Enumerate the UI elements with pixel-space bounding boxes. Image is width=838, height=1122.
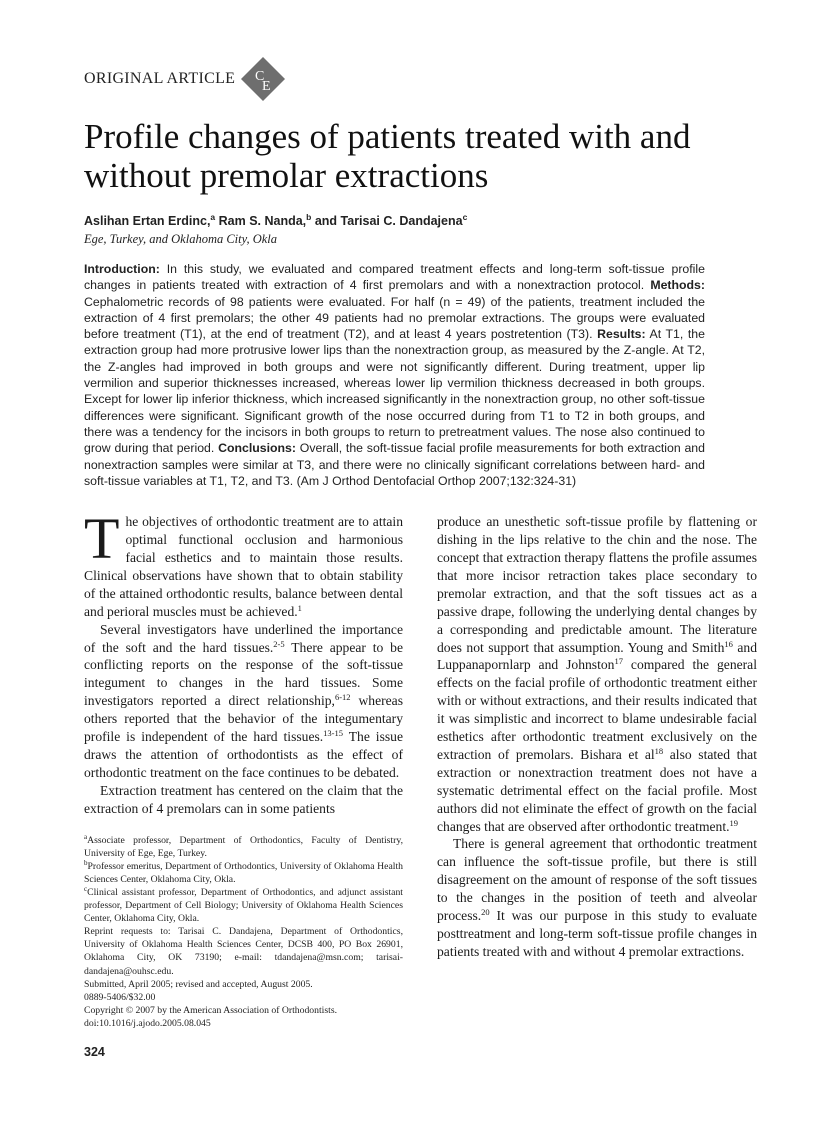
citation-superscript: 18 (654, 745, 664, 756)
text-run: compared the general effects on the facial profile of orthodontic treatment either with or without extractions, and their results indicated that it was simplistic and incorrect to blame undesirable facial esthetics after orthodontic treatment exclusively on the extraction of premolars. Bishara et al (437, 657, 757, 762)
paragraph-text (84, 506, 403, 619)
text-run: Professor emeritus, Department of Orthodontics, University of Oklahoma Health Sciences Center, Oklahoma City, Okla. (84, 860, 403, 885)
footnote-doi (84, 1017, 403, 1030)
text-run: It was our purpose in this study to evaluate posttreatment and long-term soft-tissue profile changes in patients treated with and without 4 premolar extractions. (437, 908, 757, 959)
body-paragraph (84, 621, 403, 782)
text-run: whereas others reported that the behavior of the integumentary profile is independent of the hard tissues. (84, 693, 404, 745)
author-name: Aslihan Ertan Erdinc, (84, 214, 211, 228)
text-run: There is general agreement that orthodontic treatment can influence the soft-tissue profile, but there is still disagreement on the amount of response of the soft tissues to the changes in the position of teeth and alveolar process. (437, 836, 757, 924)
author-affiliation-mark: b (306, 212, 312, 222)
text-run: Submitted, April 2005; revised and accepted, August 2005. (84, 978, 313, 990)
author-name: Ram S. Nanda, (215, 214, 307, 228)
left-column (84, 506, 404, 1060)
drop-cap: T (84, 506, 120, 572)
citation-superscript: b (84, 858, 88, 867)
text-run: doi:10.1016/j.ajodo.2005.08.045 (84, 1017, 211, 1029)
text-run: In this study, we evaluated and compared treatment effects and long-term soft-tissue profile changes in patients treated with extraction of 4 first premolars and with a nonextraction protocol. (84, 262, 705, 293)
author-affiliation-mark: a (210, 212, 216, 222)
citation-superscript: 20 (481, 907, 490, 918)
citation-superscript: 17 (614, 656, 623, 667)
abstract (84, 261, 705, 489)
author-list (84, 213, 757, 229)
text-run: Cephalometric records of 98 patients were evaluated. For half (n = 49) of the patients, treatment included the extraction of 4 first premolars; the other 49 patients had no premolar extractions. The groups were evaluated before treatment (T1), at the end of treatment (T2), and at least 4 years postretention (T3). (84, 294, 705, 342)
citation-superscript: 13-15 (323, 728, 344, 739)
page-number: 324 (84, 1044, 105, 1059)
footnote (84, 886, 403, 925)
section-label: Results: (597, 327, 646, 342)
svg-text:E: E (262, 79, 271, 94)
text-run: and Luppanapornlarp and Johnston (437, 639, 757, 673)
svg-text:C: C (255, 69, 265, 84)
text-run: Reprint requests to: Tarisai C. Dandajena, Department of Orthodontics, University of Oklahoma Health Sciences Center, DCSB 400, PO Box 26901, Oklahoma City, OK 73190; e-mail: tdandajena@msn.com; tarisai-dandajena@ouhsc.edu. (84, 926, 403, 977)
text-run: produce an unesthetic soft-tissue profile by flattening or dishing in the lips relative to the chin and the nose. The concept that extraction therapy flattens the profile assumes that more incisor retraction takes place secondary to premolar extraction, and that the soft tissues act as a passive drape, following the underlying dental changes by a corresponding and predictable amount. The literature does not support that assumption. Young and Smith (437, 514, 757, 655)
text-run: There appear to be conflicting reports on the response of the soft-tissue integument to changes in the hard tissues. Some investigators reported a direct relationship, (84, 639, 403, 709)
section-label: Methods: (650, 278, 705, 293)
text-run: Associate professor, Department of Orthodontics, Faculty of Dentistry, University of Ege, Ege, Turkey. (84, 834, 403, 859)
body-columns (84, 506, 757, 1060)
article-type-label: ORIGINAL ARTICLE (84, 70, 236, 87)
text-run: 0889-5406/$32.00 (84, 991, 156, 1003)
section-label: Conclusions: (218, 441, 296, 456)
text-run: Extraction treatment has centered on the claim that the extraction of 4 premolars can in some patients (84, 782, 403, 816)
text-run: he objectives of orthodontic treatment are to attain optimal functional occlusion and harmonious facial esthetics and to maintain those results. Clinical observations have shown that to obtain stability of the attained orthodontic results, balance between dental and perioral muscles must be achieved. (84, 514, 403, 619)
footnote-dates (84, 978, 403, 991)
author-affiliation-mark: c (462, 212, 468, 222)
ce-logo-icon (241, 57, 285, 101)
body-paragraph (437, 835, 757, 960)
article-header (84, 57, 757, 101)
body-paragraph (84, 782, 403, 818)
citation-superscript: 2-5 (273, 638, 285, 649)
citation-superscript: c (84, 884, 88, 893)
right-column (437, 513, 757, 1060)
citation-superscript: a (84, 832, 88, 841)
footnotes (84, 834, 403, 1030)
citation-superscript: 6-12 (334, 692, 351, 703)
citation-superscript: 1 (297, 602, 302, 613)
text-run: Copyright © 2007 by the American Association of Orthodontists. (84, 1004, 338, 1016)
footnote (84, 860, 403, 886)
footnote (84, 834, 403, 860)
author-location: Ege, Turkey, and Oklahoma City, Okla (84, 232, 278, 246)
author-name: and Tarisai C. Dandajena (311, 214, 463, 228)
text-run: also stated that extraction or nonextraction treatment does not have a systematic detrimental effect on the facial profile. Most authors did not eliminate the effect of growth on the facial changes that are observed after orthodontic treatment. (437, 746, 757, 834)
footnote-copyright (84, 1004, 403, 1017)
text-run: Overall, the soft-tissue facial profile measurements for both extraction and nonextraction samples were similar at T3, and there were no clinically significant correlations between hard- and soft-tissue variables at T1, T2, and T3. (Am J Orthod Dentofacial Orthop 2007;132:324-31) (84, 441, 705, 488)
footnote-reprint (84, 925, 403, 977)
body-paragraph (437, 513, 757, 835)
citation-superscript: 16 (724, 638, 733, 649)
text-run: At T1, the extraction group had more protrusive lower lips than the nonextraction group, as measured by the Z-angle. At T2, the Z-angles had improved in both groups and were not significantly different. During treatment, upper lip vermilion and superior thicknesses increased, whereas lower lip vermilion thickness decreased in both groups. Except for lower lip inferior thickness, which increased significantly in the nonextraction group, no other soft-tissue differences were significant. Significant growth of the nose occurred during from T1 to T2 in both groups, and there was a tendency for the incisors in both groups to return to pretreatment values. The nose also continued to grow during that period. (84, 327, 705, 456)
article-title: Profile changes of patients treated with and without premolar extractions (84, 117, 691, 195)
body-paragraph (84, 506, 403, 620)
citation-superscript: 19 (729, 817, 739, 828)
text-run: Clinical assistant professor, Department of Orthodontics, and adjunct assistant professor, Department of Cell Biology; University of Oklahoma Health Sciences Center, Oklahoma City, Okla. (84, 886, 403, 925)
footnote-issn (84, 991, 403, 1004)
text-run: The issue draws the attention of orthodontists as the effect of orthodontic treatment on the face continues to be debated. (84, 729, 403, 780)
text-run: Several investigators have underlined the importance of the soft and the hard tissues. (84, 621, 403, 655)
section-label: Introduction: (84, 262, 160, 276)
